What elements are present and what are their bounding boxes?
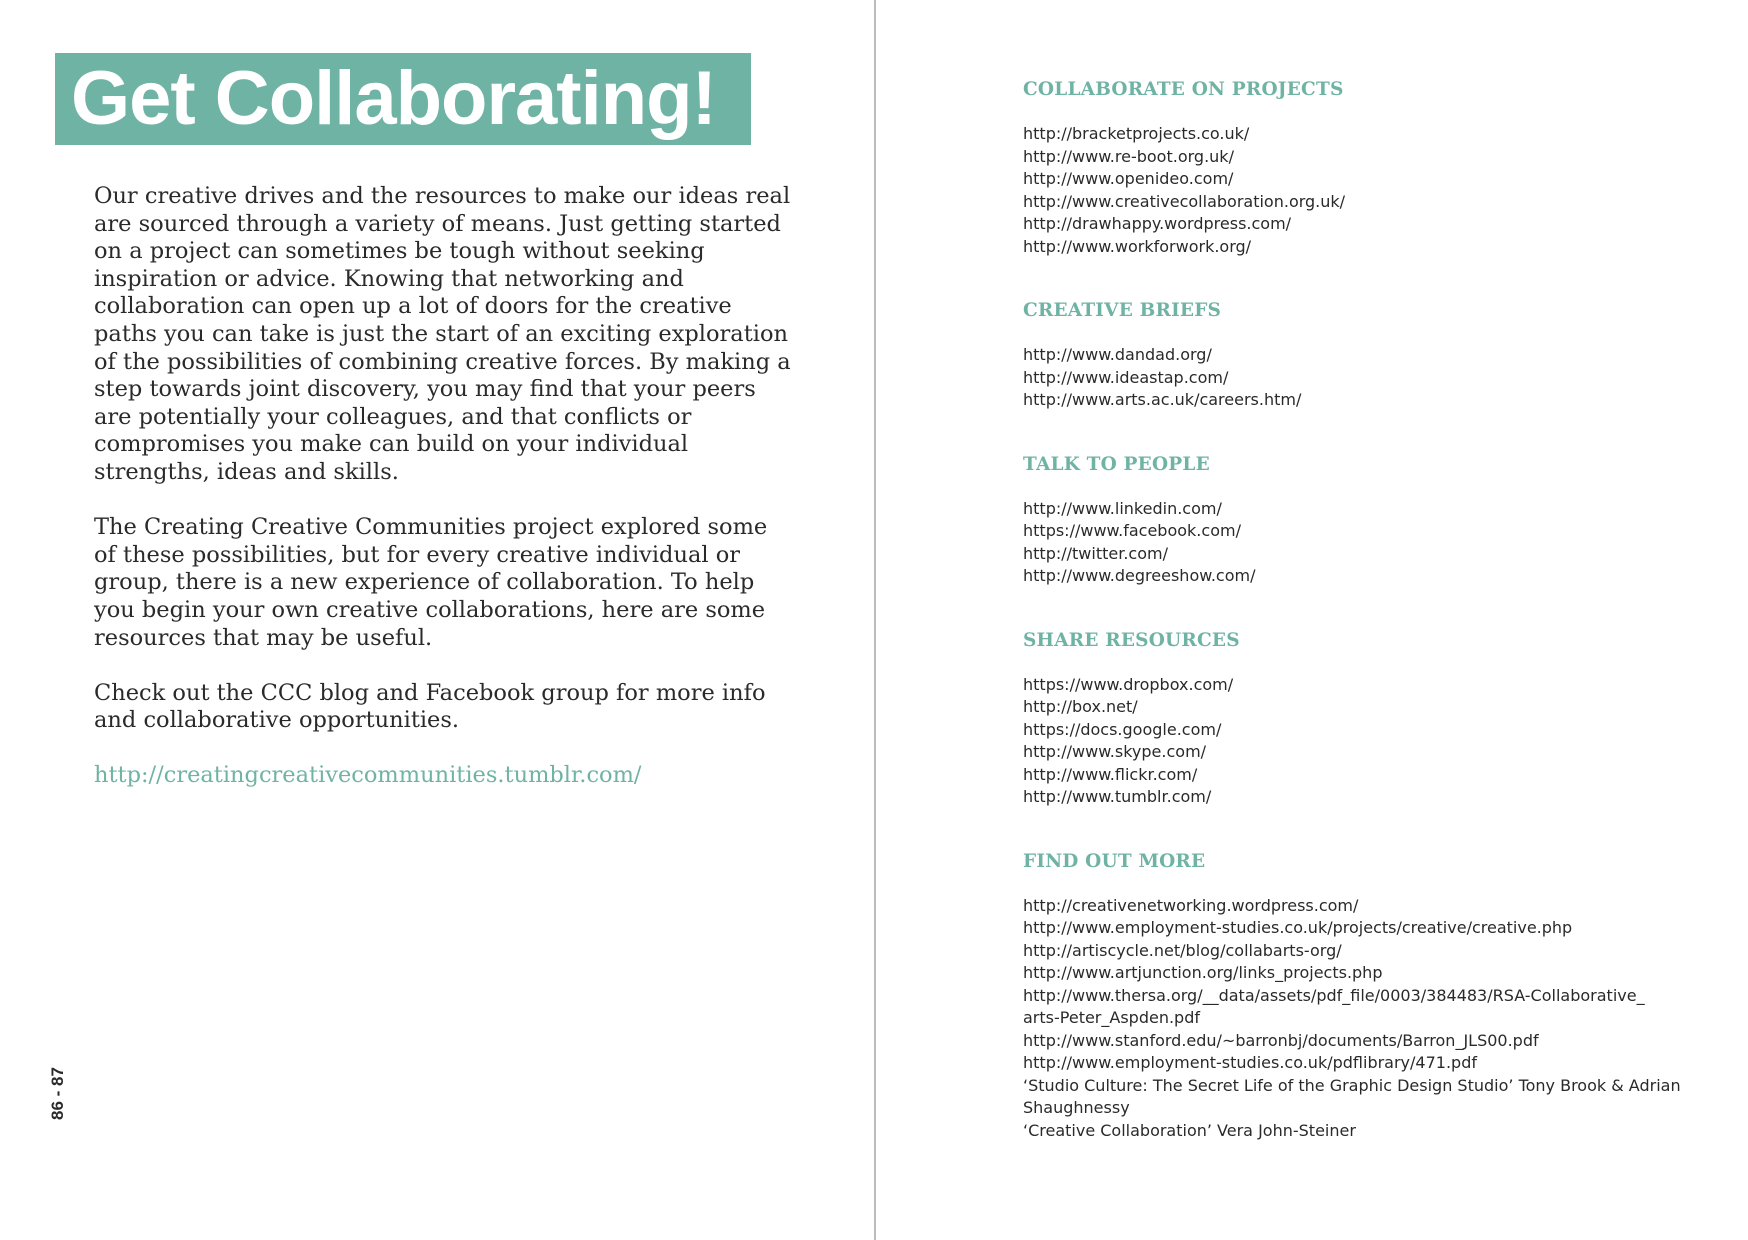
resource-link[interactable]: http://www.artjunction.org/links_projects.php bbox=[1023, 963, 1383, 982]
resource-link[interactable]: https://docs.google.com/ bbox=[1023, 719, 1222, 739]
resource-link[interactable]: http://www.tumblr.com/ bbox=[1023, 787, 1212, 806]
intro-copy bbox=[94, 183, 794, 790]
section-heading: FIND OUT MORE bbox=[1023, 850, 1206, 872]
intro-paragraph: Our creative drives and the resources to make our ideas real are sourced through a variety of means. Just getting started on a project can sometimes be tough without seeking inspiration or advice. Knowing that networking and collaboration can open up a lot of doors for the creative paths you can take is just the start of an exciting exploration of the possibilities of combining creative forces. By making a step towards joint discovery, you may find that your peers are potentially your colleagues, and that conflicts or compromises you make can build on your individual strengths, ideas and skills. bbox=[94, 183, 791, 485]
section-find-out-more bbox=[1023, 850, 1713, 1143]
resource-link[interactable]: http://www.re-boot.org.uk/ bbox=[1023, 146, 1234, 166]
resource-link[interactable]: http://artiscycle.net/blog/collabarts-org/ bbox=[1023, 940, 1342, 960]
resource-link[interactable]: http://www.dandad.org/ bbox=[1023, 345, 1212, 364]
link-list bbox=[1023, 895, 1713, 1143]
resource-link[interactable]: http://www.linkedin.com/ bbox=[1023, 498, 1222, 518]
ccc-blog-link[interactable]: http://creatingcreativecommunities.tumblr.com/ bbox=[94, 762, 642, 789]
resource-link[interactable]: http://www.creativecollaboration.org.uk/ bbox=[1023, 191, 1346, 211]
resource-link[interactable]: http://www.degreeshow.com/ bbox=[1023, 566, 1256, 585]
resource-link[interactable]: http://www.workforwork.org/ bbox=[1023, 236, 1252, 256]
section-talk-to-people bbox=[1023, 453, 1713, 588]
link-list bbox=[1023, 123, 1713, 258]
resource-link[interactable]: http://bracketprojects.co.uk/ bbox=[1023, 124, 1250, 143]
resource-link[interactable]: http://box.net/ bbox=[1023, 697, 1138, 716]
book-reference: ‘Creative Collaboration’ Vera John-Steiner bbox=[1023, 1120, 1356, 1140]
section-heading: CREATIVE BRIEFS bbox=[1023, 300, 1222, 321]
section-collaborate-on-projects bbox=[1023, 78, 1713, 258]
page-numbers: 86 - 87 bbox=[48, 1067, 67, 1120]
title-banner bbox=[55, 53, 751, 145]
resource-link[interactable]: http://www.skype.com/ bbox=[1023, 742, 1207, 761]
resource-link[interactable]: https://www.facebook.com/ bbox=[1023, 521, 1241, 540]
book-reference: ‘Studio Culture: The Secret Life of the Graphic Design Studio’ Tony Brook & Adrian bbox=[1023, 1075, 1681, 1095]
section-heading: COLLABORATE ON PROJECTS bbox=[1023, 79, 1344, 100]
resource-link[interactable]: http://www.arts.ac.uk/careers.htm/ bbox=[1023, 390, 1302, 409]
resource-list bbox=[1023, 78, 1713, 1183]
resource-link[interactable]: https://www.dropbox.com/ bbox=[1023, 674, 1234, 694]
page-gutter bbox=[874, 0, 876, 1240]
link-list bbox=[1023, 674, 1713, 809]
resource-link[interactable]: http://www.ideastap.com/ bbox=[1023, 367, 1229, 387]
page-title: Get Collaborating! bbox=[71, 56, 716, 141]
resource-link[interactable]: http://www.stanford.edu/~barronbj/documents/Barron_JLS00.pdf bbox=[1023, 1030, 1539, 1050]
link-list bbox=[1023, 344, 1713, 412]
resource-link[interactable]: http://www.thersa.org/__data/assets/pdf_file/0003/384483/RSA-Collaborative_ bbox=[1023, 985, 1645, 1005]
intro-paragraph: Check out the CCC blog and Facebook group for more info and collaborative opportunities. bbox=[94, 679, 766, 734]
resource-link-continued[interactable]: arts-Peter_Aspden.pdf bbox=[1023, 1008, 1200, 1027]
section-heading: SHARE RESOURCES bbox=[1023, 629, 1240, 651]
book-reference-continued: Shaughnessy bbox=[1023, 1098, 1130, 1117]
section-heading: TALK TO PEOPLE bbox=[1023, 453, 1210, 475]
intro-paragraph: The Creating Creative Communities project explored some of these possibilities, but for every creative individual or group, there is a new experience of collaboration. To help you begin your own creative collaborations, here are some resources that may be useful. bbox=[94, 514, 768, 651]
resource-link[interactable]: http://creativenetworking.wordpress.com/ bbox=[1023, 895, 1359, 915]
section-creative-briefs bbox=[1023, 299, 1713, 412]
link-list bbox=[1023, 498, 1713, 588]
resource-link[interactable]: http://www.flickr.com/ bbox=[1023, 764, 1198, 784]
resource-link[interactable]: http://www.openideo.com/ bbox=[1023, 169, 1234, 188]
resource-link[interactable]: http://drawhappy.wordpress.com/ bbox=[1023, 214, 1292, 233]
resource-link[interactable]: http://twitter.com/ bbox=[1023, 543, 1168, 563]
resource-link[interactable]: http://www.employment-studies.co.uk/projects/creative/creative.php bbox=[1023, 918, 1573, 937]
resource-link[interactable]: http://www.employment-studies.co.uk/pdflibrary/471.pdf bbox=[1023, 1053, 1477, 1072]
section-share-resources bbox=[1023, 629, 1713, 809]
